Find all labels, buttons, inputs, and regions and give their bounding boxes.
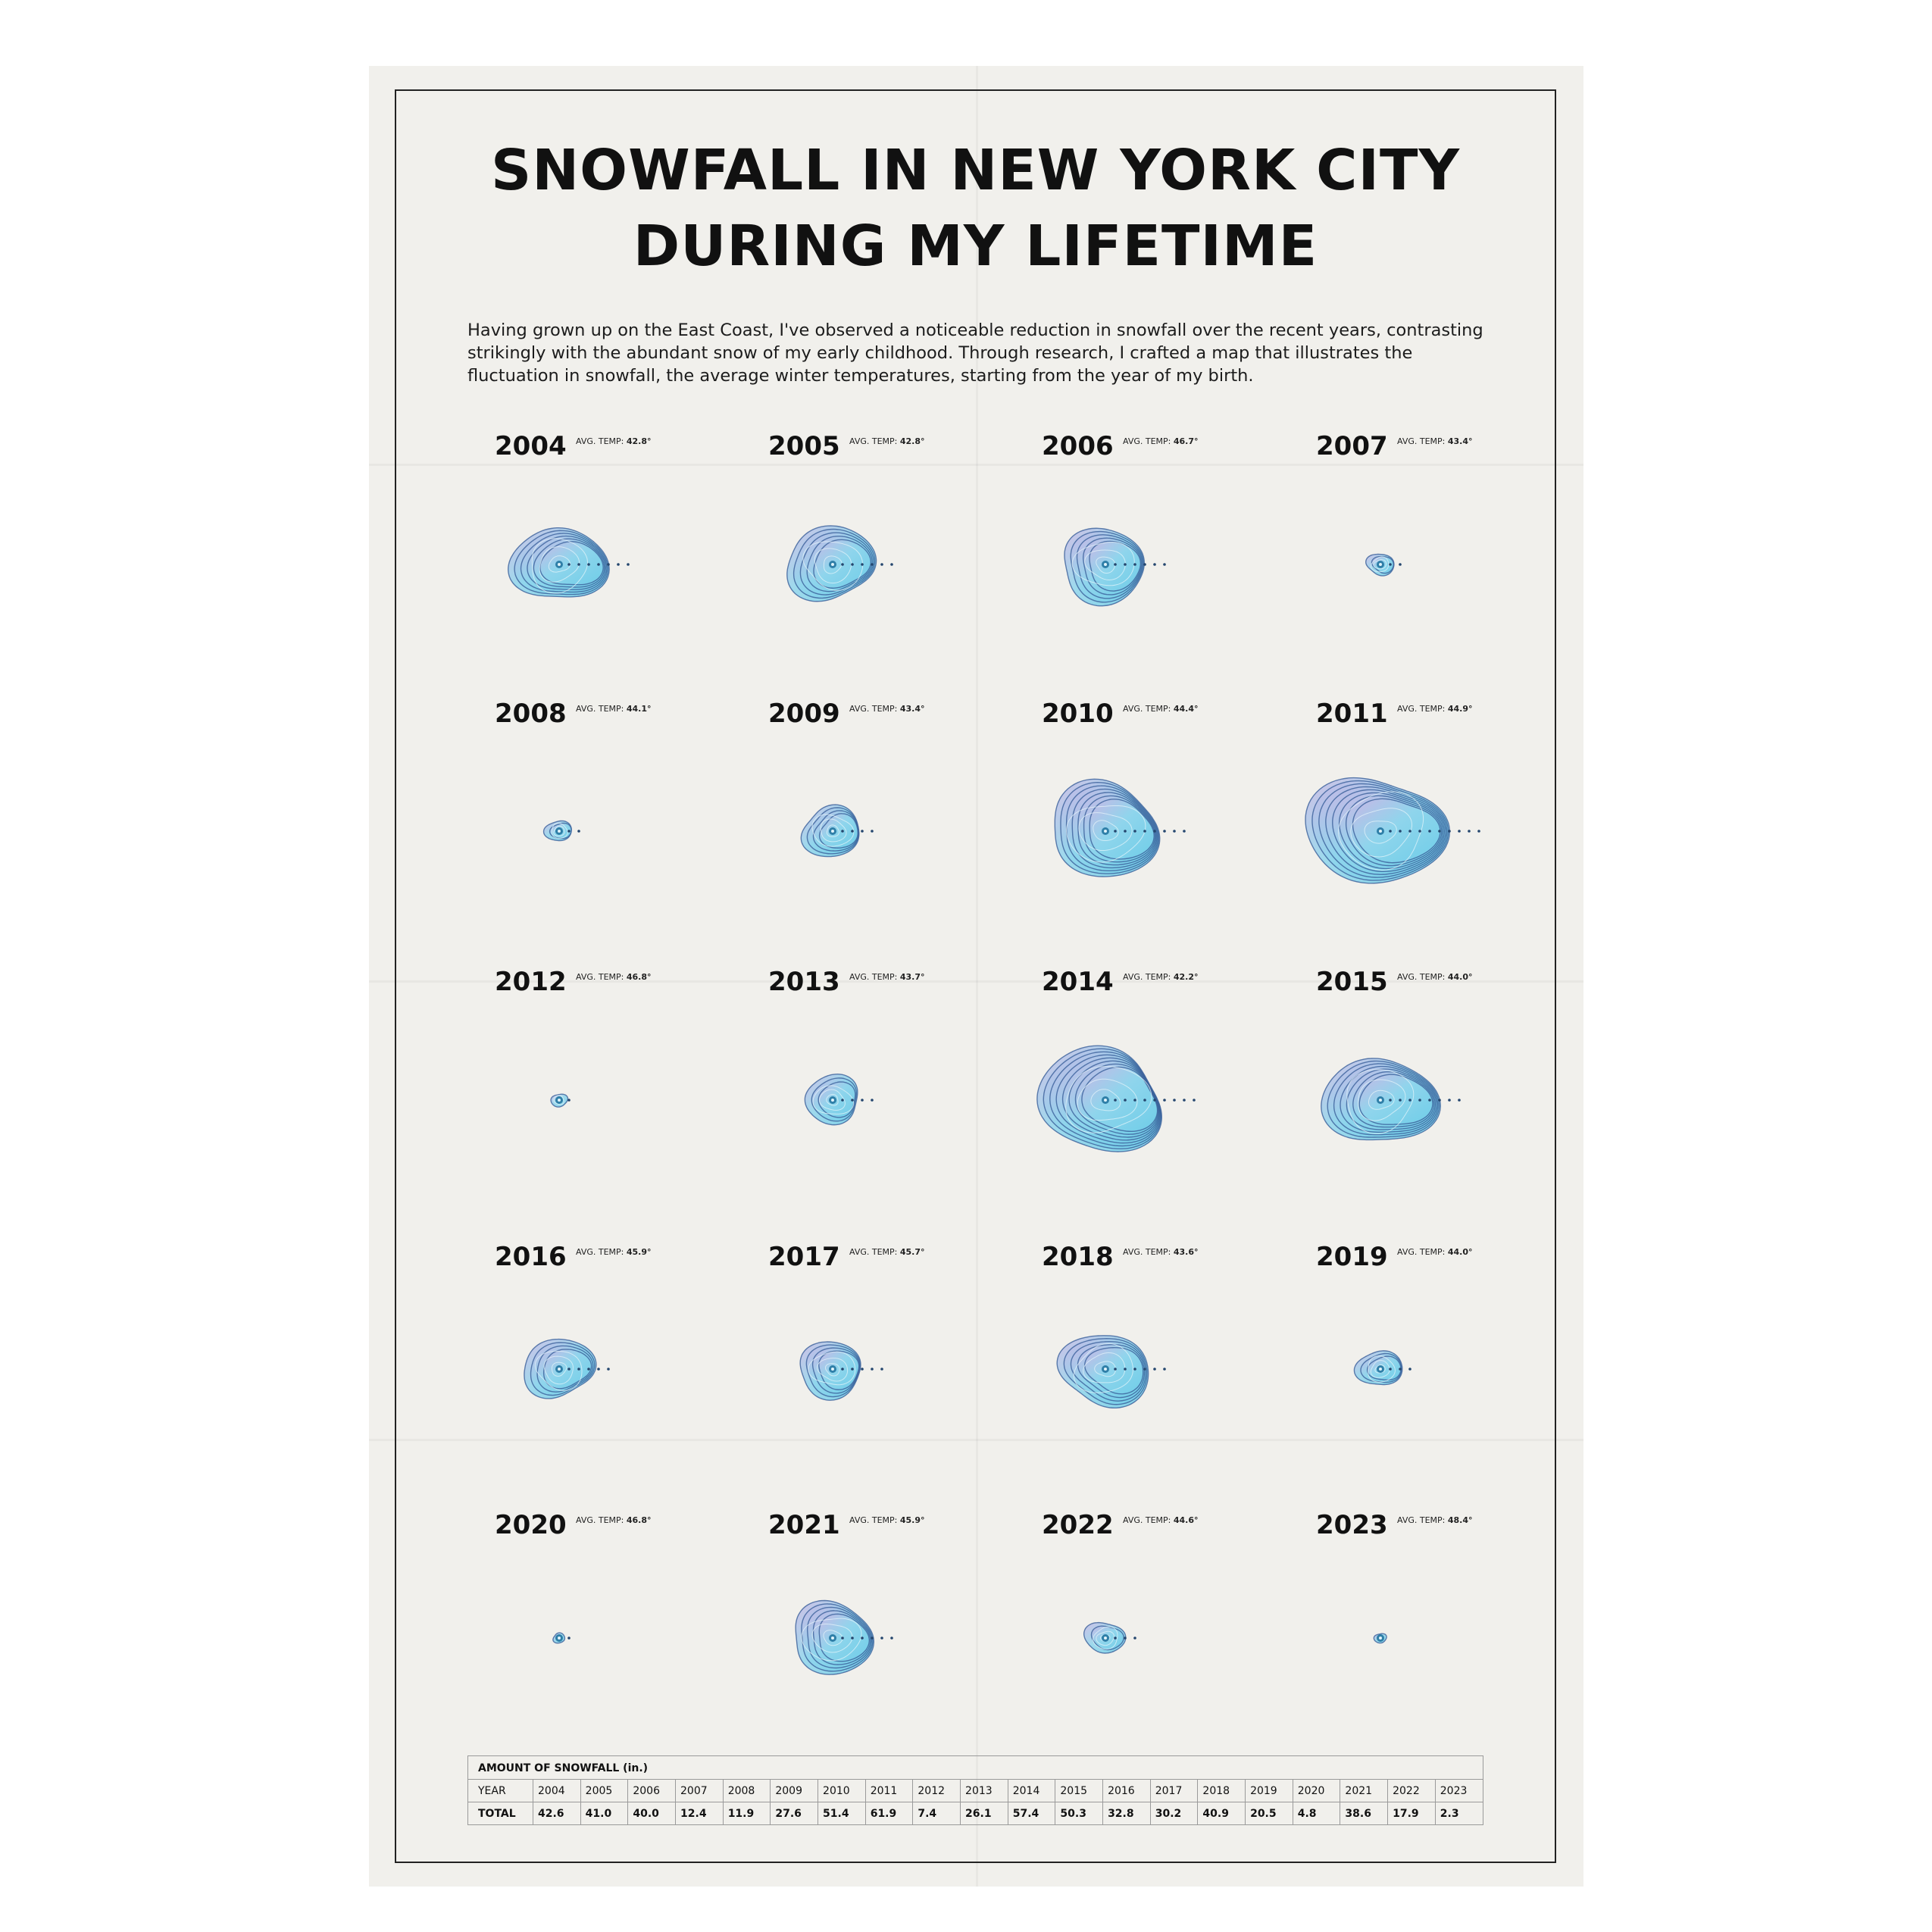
center-point-core	[558, 830, 561, 833]
intro-paragraph: Having grown up on the East Coast, I've observed a noticeable reduction in snowfall over the recent years, contrasting strikingly with the abundant snow of my early childhood. Through research, I crafted a map that illustrates the fluctuation in snowfall, the average winter temperatures, starting from the year of my birth.	[467, 320, 1483, 386]
avg-temp-label: AVG. TEMP: 44.1°	[576, 704, 652, 714]
avg-temp-label: AVG. TEMP: 46.8°	[576, 1515, 652, 1525]
radius-dot	[880, 563, 883, 566]
radius-dot	[841, 563, 844, 566]
center-point-core	[558, 563, 561, 566]
year-label: 2014	[1042, 967, 1114, 997]
avg-temp-label: AVG. TEMP: 44.0°	[1397, 972, 1473, 982]
year-label: 2008	[495, 699, 567, 729]
avg-temp-label: AVG. TEMP: 44.6°	[1123, 1515, 1199, 1525]
radius-dot	[567, 1368, 571, 1371]
radius-dot	[851, 1637, 854, 1640]
radius-dot	[1173, 830, 1176, 833]
avg-temp-label: AVG. TEMP: 42.8°	[576, 436, 652, 446]
avg-temp-label: AVG. TEMP: 43.4°	[849, 704, 925, 714]
radius-dot	[851, 1099, 854, 1102]
center-point-core	[1104, 1368, 1107, 1371]
year-panel	[768, 1242, 925, 1400]
center-point-core	[1104, 1637, 1107, 1640]
radius-dot	[607, 1368, 610, 1371]
radius-dot	[1389, 830, 1392, 833]
radius-dot	[567, 1099, 571, 1102]
radius-dot	[1114, 1099, 1117, 1102]
radius-dot	[861, 1637, 864, 1640]
year-panel	[1042, 1242, 1199, 1408]
radius-dot	[587, 563, 590, 566]
radius-dot	[607, 563, 610, 566]
table-total-cell: 7.4	[913, 1802, 961, 1825]
year-panel	[1305, 699, 1480, 883]
table-total-cell: 61.9	[865, 1802, 913, 1825]
radius-dot	[1143, 830, 1146, 833]
year-label: 2004	[495, 431, 567, 461]
avg-temp-label: AVG. TEMP: 43.6°	[1123, 1247, 1199, 1257]
table-year-cell: 2023	[1435, 1780, 1483, 1802]
snowfall-table	[467, 1755, 1483, 1825]
center-point-core	[558, 1368, 561, 1371]
year-label: 2015	[1316, 967, 1388, 997]
radius-dot	[1438, 1099, 1441, 1102]
center-point-core	[558, 1637, 561, 1640]
table-year-cell: 2017	[1150, 1780, 1198, 1802]
table-year-cell: 2018	[1198, 1780, 1246, 1802]
radius-dot	[890, 1637, 893, 1640]
year-label: 2007	[1316, 431, 1388, 461]
radius-dot	[1193, 1099, 1196, 1102]
radius-dot	[861, 563, 864, 566]
table-year-cell: 2019	[1246, 1780, 1293, 1802]
year-panel	[495, 967, 652, 1107]
title-line-2: DURING MY LIFETIME	[633, 214, 1318, 279]
table-total-cell: 30.2	[1150, 1802, 1198, 1825]
year-label: 2019	[1316, 1242, 1388, 1272]
table-year-cell: 2021	[1340, 1780, 1388, 1802]
radius-dot	[1114, 1368, 1117, 1371]
year-label: 2016	[495, 1242, 567, 1272]
table-year-cell: 2010	[818, 1780, 866, 1802]
radius-dot	[567, 830, 571, 833]
radius-dot	[841, 1368, 844, 1371]
radius-dot	[567, 1637, 571, 1640]
avg-temp-label: AVG. TEMP: 44.9°	[1397, 704, 1473, 714]
center-point-core	[558, 1099, 561, 1102]
radius-dot	[1438, 830, 1441, 833]
radius-dot	[1163, 563, 1166, 566]
year-panel	[495, 1510, 652, 1643]
radius-dot	[1458, 1099, 1461, 1102]
center-point-core	[1379, 1099, 1382, 1102]
radius-dot	[1124, 563, 1127, 566]
center-point-core	[1379, 1368, 1382, 1371]
radius-dot	[1143, 1368, 1146, 1371]
table-total-cell: 26.1	[961, 1802, 1008, 1825]
year-label: 2005	[768, 431, 840, 461]
radius-dot	[861, 1368, 864, 1371]
radius-dot	[1114, 563, 1117, 566]
radius-dot	[1389, 1368, 1392, 1371]
radius-dot	[871, 1099, 874, 1102]
year-panel	[1037, 967, 1199, 1152]
radius-dot	[1448, 830, 1451, 833]
radius-dot	[1153, 1368, 1156, 1371]
table-year-cell: 2014	[1008, 1780, 1055, 1802]
year-label: 2009	[768, 699, 840, 729]
table-total-cell: 20.5	[1246, 1802, 1293, 1825]
center-point-core	[831, 1637, 834, 1640]
radius-dot	[567, 563, 571, 566]
radius-dot	[851, 1368, 854, 1371]
year-panel	[1316, 1242, 1473, 1385]
radius-dot	[577, 563, 580, 566]
radius-dot	[1163, 1368, 1166, 1371]
year-panel	[495, 699, 652, 841]
radius-dot	[617, 563, 620, 566]
radius-dot	[1428, 830, 1431, 833]
year-label: 2012	[495, 967, 567, 997]
radius-dot	[851, 563, 854, 566]
table-row-header: TOTAL	[468, 1802, 533, 1825]
radius-dot	[851, 830, 854, 833]
year-panel	[1316, 967, 1473, 1140]
table-year-cell: 2020	[1293, 1780, 1340, 1802]
radius-dot	[1124, 1368, 1127, 1371]
radius-dot	[587, 1368, 590, 1371]
avg-temp-label: AVG. TEMP: 42.2°	[1123, 972, 1199, 982]
table-total-cell: 51.4	[818, 1802, 866, 1825]
year-panel	[495, 1242, 652, 1399]
year-label: 2013	[768, 967, 840, 997]
table-total-cell: 4.8	[1293, 1802, 1340, 1825]
radius-dot	[1418, 1099, 1421, 1102]
radius-dot	[871, 563, 874, 566]
radius-dot	[880, 1637, 883, 1640]
radius-dot	[1143, 1099, 1146, 1102]
avg-temp-label: AVG. TEMP: 43.4°	[1397, 436, 1473, 446]
table-total-cell: 57.4	[1008, 1802, 1055, 1825]
radius-dot	[841, 1099, 844, 1102]
snowfall-blob	[1057, 1336, 1148, 1408]
radius-dot	[1124, 1099, 1127, 1102]
table-year-cell: 2012	[913, 1780, 961, 1802]
radius-dot	[1124, 1637, 1127, 1640]
radius-dot	[1399, 1099, 1402, 1102]
table-total-cell: 11.9	[723, 1802, 771, 1825]
radius-dot	[1399, 563, 1402, 566]
radius-dot	[1163, 830, 1166, 833]
radius-dot	[597, 563, 600, 566]
radius-dot	[1477, 830, 1480, 833]
table-total-cell: 41.0	[580, 1802, 628, 1825]
table-total-cell: 40.0	[628, 1802, 676, 1825]
radius-dot	[1408, 830, 1411, 833]
radius-dot	[841, 830, 844, 833]
year-label: 2020	[495, 1510, 567, 1540]
radius-dot	[1153, 563, 1156, 566]
radius-dot	[1408, 1099, 1411, 1102]
table-total-cell: 17.9	[1388, 1802, 1436, 1825]
radius-dot	[871, 830, 874, 833]
table-year-cell: 2015	[1055, 1780, 1103, 1802]
radius-dot	[1114, 830, 1117, 833]
year-label: 2010	[1042, 699, 1114, 729]
avg-temp-label: AVG. TEMP: 48.4°	[1397, 1515, 1473, 1525]
radius-dot	[1399, 1368, 1402, 1371]
radius-dot	[1124, 830, 1127, 833]
year-label: 2018	[1042, 1242, 1114, 1272]
center-point-core	[831, 1368, 834, 1371]
avg-temp-label: AVG. TEMP: 43.7°	[849, 972, 925, 982]
radius-dot	[1418, 830, 1421, 833]
radius-dot	[1428, 1099, 1431, 1102]
snowfall-blob	[1055, 779, 1159, 877]
year-label: 2011	[1316, 699, 1388, 729]
avg-temp-label: AVG. TEMP: 45.7°	[849, 1247, 925, 1257]
center-point-core	[1379, 1637, 1382, 1640]
center-point-core	[1104, 563, 1107, 566]
table-total-cell: 38.6	[1340, 1802, 1388, 1825]
radius-dot	[1468, 830, 1471, 833]
center-point-core	[1379, 830, 1382, 833]
year-panel	[495, 431, 652, 597]
center-point-core	[1104, 1099, 1107, 1102]
radius-dot	[1133, 1368, 1136, 1371]
center-point-core	[831, 1099, 834, 1102]
table-year-cell: 2011	[865, 1780, 913, 1802]
center-point-core	[831, 830, 834, 833]
table-year-cell: 2009	[771, 1780, 818, 1802]
table-total-cell: 32.8	[1103, 1802, 1151, 1825]
year-panel	[1316, 431, 1473, 576]
radius-dot	[597, 1368, 600, 1371]
table-year-cell: 2022	[1388, 1780, 1436, 1802]
table-year-cell: 2006	[628, 1780, 676, 1802]
radius-dot	[627, 563, 630, 566]
year-panel	[768, 1510, 925, 1674]
avg-temp-label: AVG. TEMP: 46.8°	[576, 972, 652, 982]
table-year-cell: 2007	[676, 1780, 724, 1802]
center-point-core	[831, 563, 834, 566]
table-row-total	[468, 1802, 1483, 1825]
year-panel	[1316, 1510, 1473, 1643]
table-total-cell: 42.6	[533, 1802, 581, 1825]
radius-dot	[841, 1637, 844, 1640]
center-point-core	[1104, 830, 1107, 833]
year-label: 2022	[1042, 1510, 1114, 1540]
radius-dot	[1389, 1099, 1392, 1102]
avg-temp-label: AVG. TEMP: 45.9°	[849, 1515, 925, 1525]
table-row-year	[468, 1780, 1483, 1802]
snowfall-blob	[1037, 1046, 1161, 1152]
radius-dot	[1183, 1099, 1186, 1102]
year-label: 2006	[1042, 431, 1114, 461]
radius-dot	[1408, 1368, 1411, 1371]
table-year-cell: 2008	[723, 1780, 771, 1802]
radius-dot	[577, 830, 580, 833]
radius-dot	[1458, 830, 1461, 833]
radius-dot	[1163, 1099, 1166, 1102]
radius-dot	[1153, 1099, 1156, 1102]
radius-dot	[1133, 830, 1136, 833]
radius-dot	[1153, 830, 1156, 833]
table-row-header: YEAR	[468, 1780, 533, 1802]
radius-dot	[871, 1368, 874, 1371]
radius-dot	[1173, 1099, 1176, 1102]
year-label: 2023	[1316, 1510, 1388, 1540]
avg-temp-label: AVG. TEMP: 46.7°	[1123, 436, 1199, 446]
radius-dot	[890, 563, 893, 566]
radius-dot	[1133, 1637, 1136, 1640]
table-total-cell: 40.9	[1198, 1802, 1246, 1825]
table-grid	[468, 1780, 1483, 1824]
radius-dot	[1114, 1637, 1117, 1640]
year-panel	[768, 699, 925, 857]
year-panel	[1042, 699, 1199, 877]
table-total-cell: 27.6	[771, 1802, 818, 1825]
avg-temp-label: AVG. TEMP: 44.0°	[1397, 1247, 1473, 1257]
radius-dot	[1399, 830, 1402, 833]
avg-temp-label: AVG. TEMP: 45.9°	[576, 1247, 652, 1257]
table-year-cell: 2016	[1103, 1780, 1151, 1802]
year-label: 2021	[768, 1510, 840, 1540]
year-panel	[1042, 431, 1199, 606]
table-title: AMOUNT OF SNOWFALL (in.)	[468, 1756, 1483, 1780]
radius-dot	[861, 1099, 864, 1102]
radius-dot	[1133, 563, 1136, 566]
table-total-cell: 2.3	[1440, 1807, 1459, 1820]
radius-dot	[1143, 563, 1146, 566]
table-year-cell: 2013	[961, 1780, 1008, 1802]
table-total-cell: 12.4	[676, 1802, 724, 1825]
year-panel	[1042, 1510, 1199, 1653]
table-year-cell: 2005	[580, 1780, 628, 1802]
avg-temp-label: AVG. TEMP: 42.8°	[849, 436, 925, 446]
radius-dot	[880, 1368, 883, 1371]
avg-temp-label: AVG. TEMP: 44.4°	[1123, 704, 1199, 714]
radius-dot	[871, 1637, 874, 1640]
year-label: 2017	[768, 1242, 840, 1272]
year-panel	[768, 967, 925, 1125]
table-total-cell: 50.3	[1055, 1802, 1103, 1825]
radius-dot	[1389, 563, 1392, 566]
center-point-core	[1379, 563, 1382, 566]
radius-dot	[1448, 1099, 1451, 1102]
table-year-cell: 2004	[533, 1780, 581, 1802]
radius-dot	[577, 1368, 580, 1371]
radius-dot	[1133, 1099, 1136, 1102]
year-panel	[768, 431, 925, 602]
title-line-1: SNOWFALL IN NEW YORK CITY	[490, 138, 1461, 203]
radius-dot	[1183, 830, 1186, 833]
radius-dot	[861, 830, 864, 833]
